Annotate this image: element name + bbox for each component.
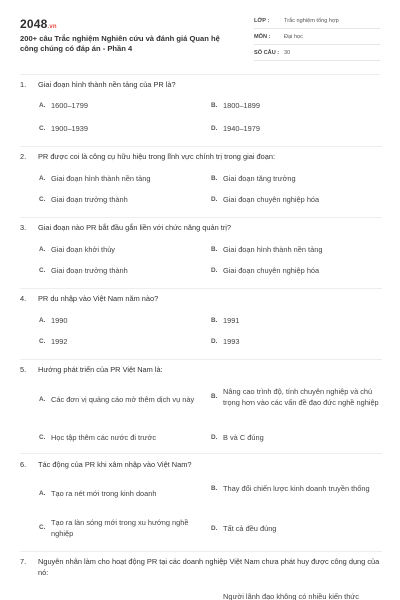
option-d[interactable] [211,524,381,535]
question-5 [20,365,382,453]
question-number: 7. [20,557,27,566]
option-letter: A. [39,396,46,403]
option-text: Các đơn vị quảng cáo mở thêm dịch vụ này [51,395,195,404]
question-prompt: PR du nhập vào Việt Nam năm nào? [38,294,159,303]
option-b[interactable] [211,245,381,256]
option-text: Giai đoạn trưởng thành [51,266,128,275]
question-number: 2. [20,152,27,161]
option-text: B và C đúng [223,433,264,442]
option-letter: A. [39,175,46,182]
option-text: Giai đoạn hình thành nền tảng [51,174,151,183]
option-letter: A. [39,490,46,497]
question-text [20,223,382,234]
option-c[interactable] [39,124,209,135]
meta-value: Trắc nghiệm tổng hợp [284,17,339,24]
option-a[interactable] [39,101,209,112]
option-text: Giai đoạn trưởng thành [51,195,128,204]
option-letter: D. [211,338,218,345]
option-text: Thay đổi chiến lược kinh doanh truyền thống [223,484,370,493]
option-text: 1990 [51,316,68,325]
option-b[interactable] [211,387,383,408]
option-b[interactable] [211,592,379,600]
meta-row-class [254,13,380,29]
option-d[interactable] [211,124,381,135]
option-c[interactable] [39,266,209,277]
option-b[interactable] [211,316,381,327]
option-c[interactable] [39,195,209,206]
question-prompt: Hướng phát triển của PR Việt Nam là: [38,365,163,374]
question-1 [20,80,382,150]
meta-table [254,13,380,61]
option-text: 1900–1939 [51,124,88,133]
question-number: 6. [20,460,27,469]
option-letter: D. [211,434,218,441]
question-2 [20,152,382,224]
option-letter: C. [39,524,46,532]
question-4 [20,294,382,366]
option-text: Tạo ra nét mới trong kinh doanh [51,489,157,498]
question-number: 3. [20,223,27,232]
header [0,0,400,72]
question-text [20,80,382,91]
meta-label: SỐ CÂU : [254,49,280,56]
option-b[interactable] [211,101,381,112]
option-text: Người lãnh đạo không có nhiều kiến thức [223,592,359,600]
option-text: Tất cả đều đúng [223,524,277,533]
option-letter: D. [211,196,218,203]
question-text [20,460,382,471]
option-text: 1993 [223,337,240,346]
option-letter: A. [39,102,46,109]
option-text: Giai đoạn chuyên nghiệp hóa [223,266,320,275]
option-letter: C. [39,338,46,345]
option-letter: A. [39,317,46,324]
option-letter: D. [211,525,218,532]
option-c[interactable] [39,518,211,539]
question-prompt: Giai đoạn nào PR bắt đầu gắn liền với chức năng quản trị? [38,223,232,232]
header-divider [20,74,380,75]
question-separator [20,217,382,218]
option-text: 1800–1899 [223,101,260,110]
question-prompt: PR được coi là công cụ hữu hiệu trong lĩnh vực chính trị trong giai đoạn: [38,152,276,161]
meta-value: 30 [284,49,291,56]
question-separator [20,359,382,360]
option-a[interactable] [39,174,209,185]
meta-row-count [254,45,380,61]
option-c[interactable] [39,433,209,444]
option-letter: C. [39,267,46,274]
option-letter: C. [39,196,46,203]
option-letter: B. [211,246,218,253]
meta-label: LỚP : [254,17,270,24]
question-separator [20,551,382,552]
meta-label: MÔN : [254,33,271,40]
meta-value: Đại học [284,33,303,40]
option-a[interactable] [39,489,209,500]
site-logo[interactable] [20,17,57,31]
question-number: 4. [20,294,27,303]
question-separator [20,288,382,289]
question-separator [20,453,382,454]
document-title: 200+ câu Trắc nghiệm Nghiên cứu và đánh giá Quan hệ công chúng có đáp án - Phần 4 [20,34,220,53]
option-letter: B. [211,102,218,109]
option-d[interactable] [211,266,381,277]
question-prompt: Tác động của PR khi xâm nhập vào Việt Nam? [38,460,192,469]
option-letter: B. [211,485,218,492]
option-a[interactable] [39,316,209,327]
question-prompt: Nguyên nhân làm cho hoạt động PR tại các doanh nghiệp Việt Nam chưa phát huy được công dụng của nó: [38,557,380,577]
option-letter: B. [211,317,218,324]
question-3 [20,223,382,295]
option-text: Học tập thêm các nước đi trước [51,433,157,442]
option-d[interactable] [211,337,381,348]
option-b[interactable] [211,174,381,185]
option-d[interactable] [211,433,381,444]
option-c[interactable] [39,337,209,348]
question-number: 1. [20,80,27,89]
option-text: 1992 [51,337,68,346]
option-text: Giai đoạn hình thành nền tảng [223,245,323,254]
option-letter: C. [39,125,46,132]
logo-suffix: .vn [47,24,57,30]
option-text: Nâng cao trình độ, tính chuyên nghiệp và chú trọng hơn vào các vấn đề đạo đức nghề nghiệp [223,387,379,407]
option-letter: B. [211,393,218,401]
option-text: 1600–1799 [51,101,88,110]
meta-row-subject [254,29,380,45]
option-d[interactable] [211,195,381,206]
option-text: 1991 [223,316,240,325]
option-text: 1940–1979 [223,124,260,133]
question-text [20,152,382,163]
question-number: 5. [20,365,27,374]
option-letter: C. [39,434,46,441]
question-text [20,365,382,376]
option-text: Giai đoạn khởi thủy [51,245,116,254]
question-text [20,294,382,305]
option-text: Giai đoạn chuyên nghiệp hóa [223,195,320,204]
option-text: Tạo ra làn sóng mới trong xu hướng nghề nghiệp [51,518,189,538]
option-a[interactable] [39,245,209,256]
question-6 [20,460,382,550]
option-b[interactable] [211,484,379,495]
option-letter: B. [211,175,218,182]
option-letter: D. [211,267,218,274]
question-separator [20,146,382,147]
option-letter: A. [39,246,46,253]
question-text [20,557,382,578]
question-7 [20,557,382,600]
option-letter: D. [211,125,218,132]
logo-text: 2048 [20,17,48,31]
option-text: Giai đoạn tăng trưởng [223,174,296,183]
option-a[interactable] [39,395,204,406]
question-prompt: Giai đoạn hình thành nền tảng của PR là? [38,80,176,89]
